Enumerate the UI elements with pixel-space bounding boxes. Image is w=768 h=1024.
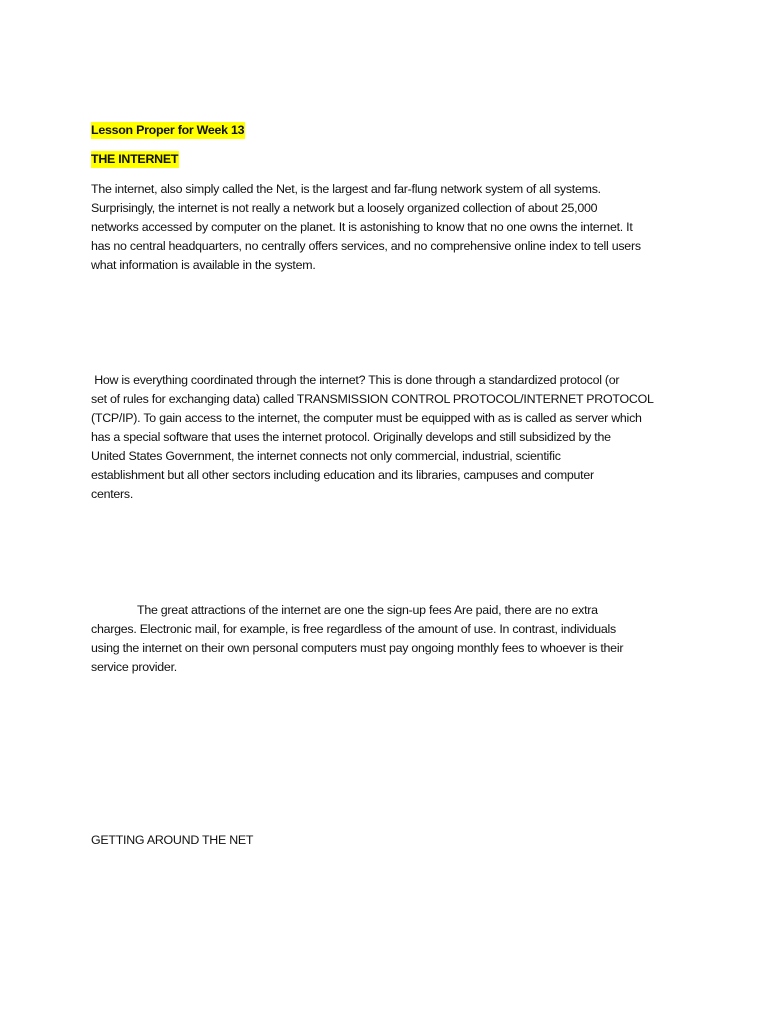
paragraph-line: set of rules for exchanging data) called TRANSMISSION CONTROL PROTOCOL/INTERNET PROTOCOL bbox=[91, 392, 654, 406]
paragraph-line: what information is available in the system. bbox=[91, 258, 316, 272]
paragraph-line: charges. Electronic mail, for example, is free regardless of the amount of use. In contrast, individuals bbox=[91, 622, 616, 636]
paragraph-line: centers. bbox=[91, 487, 134, 501]
paragraph-line: has no central headquarters, no centrally offers services, and no comprehensive online index to tell users bbox=[91, 239, 641, 253]
lesson-title bbox=[91, 121, 683, 140]
paragraph-line: using the internet on their own personal computers must pay ongoing monthly fees to whoever is their bbox=[91, 641, 624, 655]
paragraph-line: networks accessed by computer on the planet. It is astonishing to know that no one owns the internet. It bbox=[91, 220, 633, 234]
section-title bbox=[91, 150, 683, 169]
lesson-title-text: Lesson Proper for Week 13 bbox=[91, 123, 245, 137]
section-title-text: THE INTERNET bbox=[91, 152, 179, 166]
paragraph-line: has a special software that uses the internet protocol. Originally develops and still subsidized by the bbox=[91, 430, 611, 444]
paragraph-internet-definition bbox=[91, 180, 683, 275]
paragraph-coordination bbox=[91, 371, 683, 504]
paragraph-line: (TCP/IP). To gain access to the internet, the computer must be equipped with as is called as server which bbox=[91, 411, 642, 425]
paragraph-line: United States Government, the internet connects not only commercial, industrial, scientific bbox=[91, 449, 561, 463]
paragraph-line: establishment but all other sectors including education and its libraries, campuses and computer bbox=[91, 468, 594, 482]
paragraph-attractions bbox=[91, 601, 683, 677]
paragraph-line: How is everything coordinated through the internet? This is done through a standardized protocol (or bbox=[91, 373, 620, 387]
section-heading-getting-around bbox=[91, 831, 683, 850]
section-heading-text: GETTING AROUND THE NET bbox=[91, 833, 254, 847]
paragraph-line-text: The great attractions of the internet are one the sign-up fees Are paid, there are no extra bbox=[137, 603, 598, 617]
paragraph-line-indented bbox=[91, 601, 683, 620]
paragraph-line: service provider. bbox=[91, 660, 177, 674]
paragraph-line: The internet, also simply called the Net, is the largest and far-flung network system of all systems. bbox=[91, 182, 601, 196]
paragraph-line: Surprisingly, the internet is not really a network but a loosely organized collection of about 25,000 bbox=[91, 201, 598, 215]
